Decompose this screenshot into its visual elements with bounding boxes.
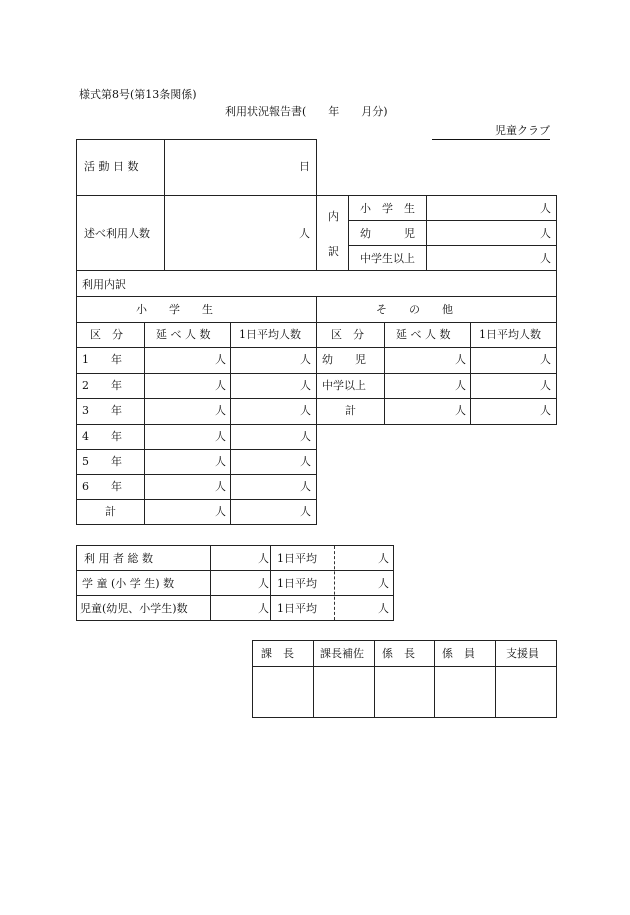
- col-category-other: 区 分: [331, 328, 364, 341]
- totals-row-avg-unit: 人: [378, 602, 389, 615]
- activity-days-unit: 日: [299, 160, 310, 173]
- other-row-label: 中学以上: [322, 379, 366, 392]
- elementary-row-label: 3 年: [82, 404, 122, 417]
- other-row-label: 幼 児: [322, 353, 366, 366]
- other-row-total-unit: 人: [455, 379, 466, 392]
- other-total-avg-unit: 人: [540, 404, 551, 417]
- other-total-label: 計: [345, 404, 356, 417]
- breakdown-juniorhigh-label: 中学生以上: [360, 252, 415, 265]
- breakdown-elementary-unit: 人: [540, 202, 551, 215]
- usage-title: 利用内訳: [82, 278, 126, 291]
- totals-row-avg-label: 1日平均: [277, 552, 317, 565]
- col-total-other: 延 べ 人 数: [396, 328, 451, 341]
- elementary-row-label: 1 年: [82, 353, 122, 366]
- elementary-total-label: 計: [105, 505, 116, 518]
- elementary-row-avg-unit: 人: [300, 379, 311, 392]
- breakdown-label-1: 内: [328, 210, 339, 223]
- breakdown-infant-label: 幼 児: [360, 227, 415, 240]
- form-number: 様式第8号(第13条関係): [79, 88, 197, 101]
- elementary-row-avg-unit: 人: [300, 480, 311, 493]
- stamp-box-subsection-chief[interactable]: [375, 667, 434, 717]
- stamp-box-section-chief[interactable]: [253, 667, 313, 717]
- elementary-row-avg-unit: 人: [300, 353, 311, 366]
- stamp-box-supporter[interactable]: [496, 667, 556, 717]
- elementary-row-total-unit: 人: [215, 455, 226, 468]
- report-title: 利用状況報告書( 年 月分): [225, 105, 388, 118]
- elementary-total-avg-unit: 人: [300, 505, 311, 518]
- elementary-row-avg-unit: 人: [300, 455, 311, 468]
- elementary-row-total-unit: 人: [215, 430, 226, 443]
- stamp-box-deputy-chief[interactable]: [314, 667, 374, 717]
- elementary-row-label: 2 年: [82, 379, 122, 392]
- total-users-unit: 人: [299, 227, 310, 240]
- col-total-elementary: 延 べ 人 数: [156, 328, 211, 341]
- elementary-row-total-unit: 人: [215, 353, 226, 366]
- club-name: 児童クラブ: [432, 122, 550, 140]
- totals-row-unit: 人: [258, 602, 269, 615]
- other-header: そ の 他: [376, 303, 453, 316]
- elementary-row-label: 5 年: [82, 455, 122, 468]
- col-average-elementary: 1日平均人数: [239, 328, 301, 341]
- totals-row-label: 利 用 者 総 数: [84, 552, 153, 565]
- totals-row-unit: 人: [258, 552, 269, 565]
- breakdown-elementary-label: 小 学 生: [360, 202, 415, 215]
- approval-section-chief: 課 長: [261, 647, 294, 660]
- approval-subsection-chief: 係 長: [382, 647, 415, 660]
- approval-staff: 係 員: [442, 647, 475, 660]
- breakdown-label-2: 訳: [328, 245, 339, 258]
- other-row-total-unit: 人: [455, 353, 466, 366]
- col-average-other: 1日平均人数: [479, 328, 541, 341]
- breakdown-juniorhigh-unit: 人: [540, 252, 551, 265]
- totals-row-label: 学 童 (小 学 生) 数: [82, 577, 175, 590]
- approval-deputy-chief: 課長補佐: [320, 647, 364, 660]
- elementary-header: 小 学 生: [136, 303, 213, 316]
- elementary-row-total-unit: 人: [215, 480, 226, 493]
- elementary-row-label: 4 年: [82, 430, 122, 443]
- activity-days-label: 活 動 日 数: [84, 160, 139, 173]
- totals-row-unit: 人: [258, 577, 269, 590]
- elementary-row-total-unit: 人: [215, 379, 226, 392]
- stamp-box-staff[interactable]: [435, 667, 495, 717]
- elementary-row-avg-unit: 人: [300, 404, 311, 417]
- other-row-avg-unit: 人: [540, 379, 551, 392]
- totals-row-avg-label: 1日平均: [277, 577, 317, 590]
- breakdown-infant-unit: 人: [540, 227, 551, 240]
- elementary-row-total-unit: 人: [215, 404, 226, 417]
- other-total-unit: 人: [455, 404, 466, 417]
- elementary-row-label: 6 年: [82, 480, 122, 493]
- totals-row-avg-unit: 人: [378, 552, 389, 565]
- totals-row-avg-unit: 人: [378, 577, 389, 590]
- elementary-total-unit: 人: [215, 505, 226, 518]
- elementary-row-avg-unit: 人: [300, 430, 311, 443]
- col-category-elementary: 区 分: [90, 328, 123, 341]
- other-row-avg-unit: 人: [540, 353, 551, 366]
- average-divider: [334, 546, 335, 620]
- approval-supporter: 支援員: [506, 647, 539, 660]
- total-users-label: 述べ利用人数: [84, 227, 150, 240]
- totals-row-avg-label: 1日平均: [277, 602, 317, 615]
- totals-row-label: 児童(幼児、小学生)数: [80, 602, 188, 615]
